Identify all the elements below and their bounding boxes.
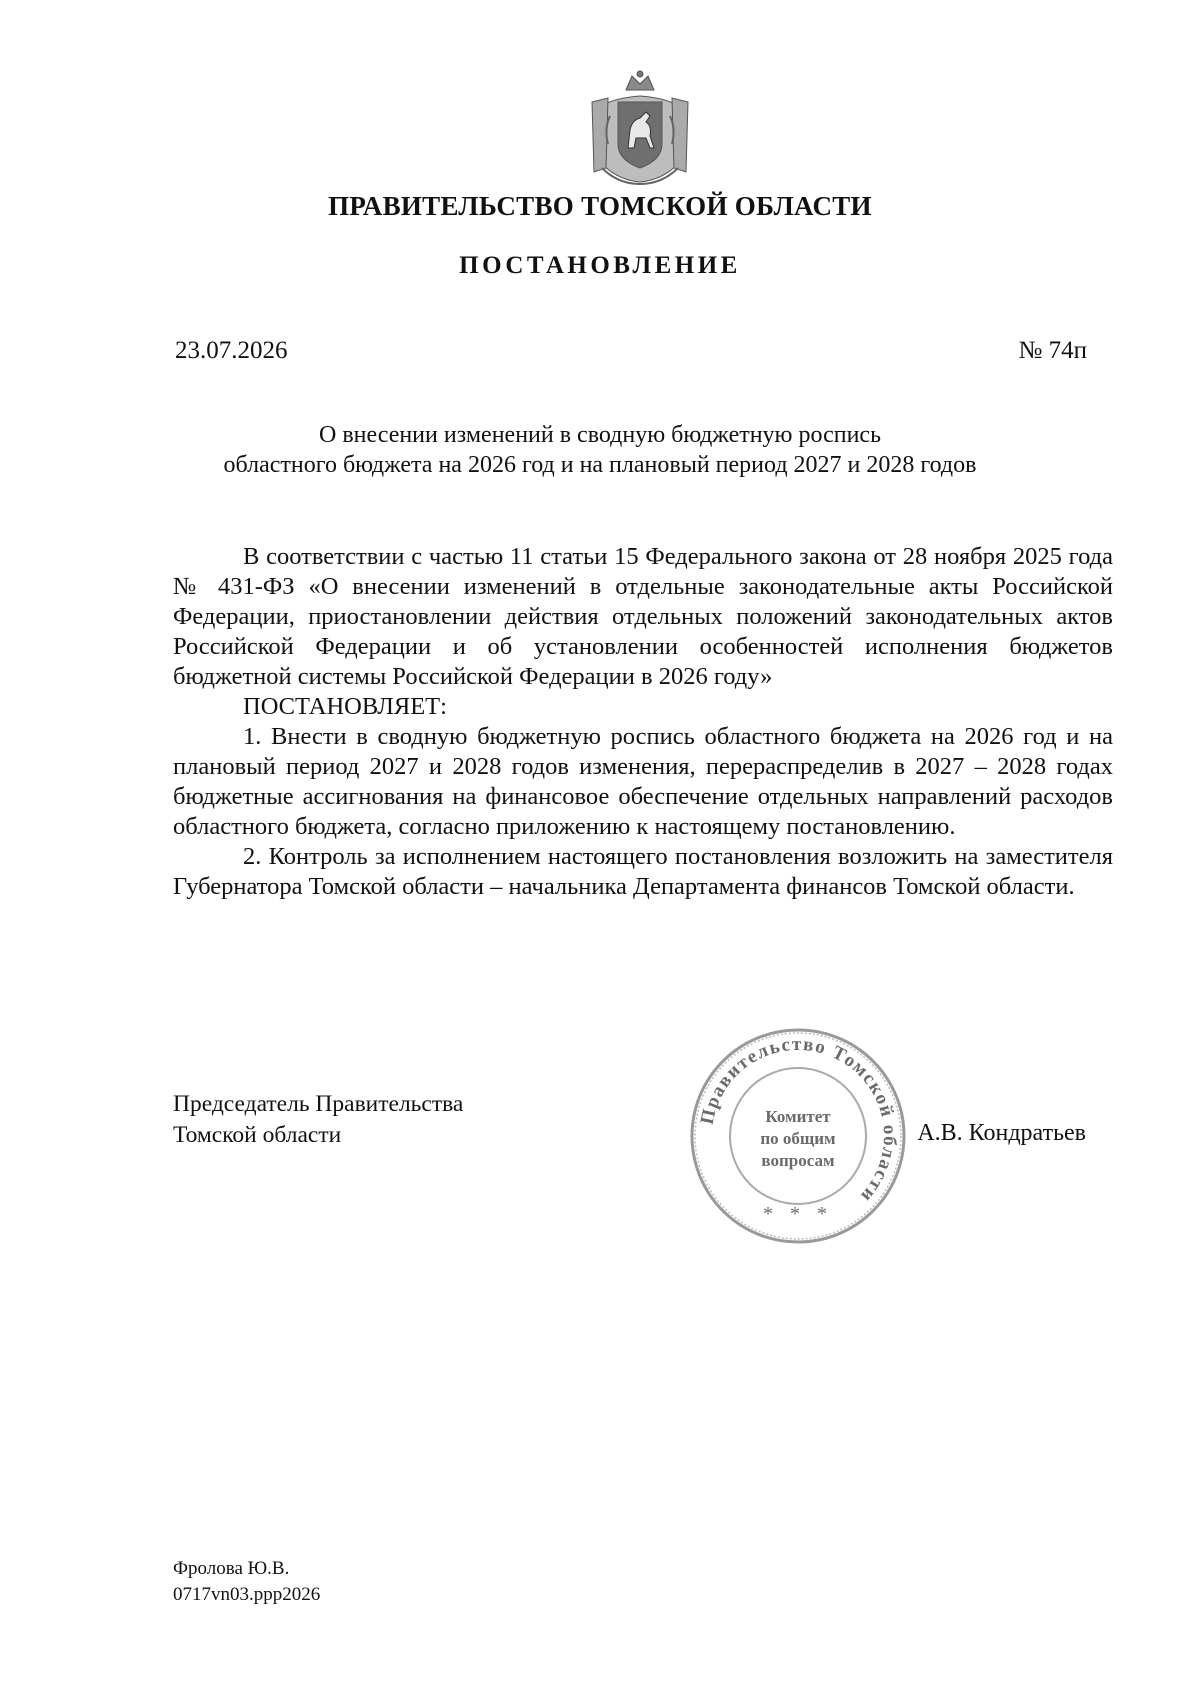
stamp-center-line-2: по общим: [760, 1129, 836, 1148]
document-number: № 74п: [1018, 337, 1087, 364]
organization-title: ПРАВИТЕЛЬСТВО ТОМСКОЙ ОБЛАСТИ: [328, 191, 872, 221]
footer-info: [173, 1556, 320, 1608]
subject-line-2: областного бюджета на 2026 год и на плановый период 2027 и 2028 годов: [223, 452, 977, 478]
stamp-center-line-1: Комитет: [765, 1107, 831, 1126]
item-1-paragraph: 1. Внести в сводную бюджетную роспись областного бюджета на 2026 год и на плановый период 2027 и 2028 годов изменения, перераспределив в 2027 – 2028 годах бюджетные ассигнования на финансовое обеспечение отдельных направлений расходов областного бюджета, согласно приложению к настоящему постановлению.: [173, 723, 1113, 840]
official-stamp: [687, 1025, 909, 1247]
stamp-ring-text: Правительство Томской области: [696, 1033, 901, 1208]
signatory-role-line-2: Томской области: [173, 1122, 342, 1148]
stamp-stars: * * *: [763, 1203, 833, 1225]
preamble-paragraph: В соответствии с частью 11 статьи 15 Федерального закона от 28 ноября 2025 года № 431-ФЗ «О внесении изменений в отдельные законодательные акты Российской Федерации, приостановлении действия отдельных положений законодательных актов Российской Федерации и об установлении особенностей исполнения бюджетов бюджетной системы Российской Федерации в 2026 году»: [173, 543, 1113, 690]
document-subject: [0, 420, 1200, 480]
item-2-paragraph: 2. Контроль за исполнением настоящего постановления возложить на заместителя Губернатора Томской области – начальника Департамента финансов Томской области.: [173, 843, 1113, 900]
document-body: [173, 542, 1113, 902]
signatory-role: [173, 1089, 463, 1151]
document-date: 23.07.2026: [175, 337, 288, 364]
decree-word: ПОСТАНОВЛЯЕТ:: [243, 693, 447, 720]
subject-line-1: О внесении изменений в сводную бюджетную роспись: [318, 422, 882, 448]
executor-name: Фролова Ю.В.: [173, 1558, 290, 1579]
document-type: ПОСТАНОВЛЕНИЕ: [459, 252, 741, 279]
file-code: 0717vn03.ppp2026: [173, 1584, 321, 1605]
signatory-role-line-1: Председатель Правительства: [173, 1091, 464, 1117]
stamp-center-line-3: вопросам: [761, 1151, 835, 1170]
signatory-name: А.В. Кондратьев: [917, 1120, 1086, 1146]
coat-of-arms-icon: [588, 68, 692, 186]
